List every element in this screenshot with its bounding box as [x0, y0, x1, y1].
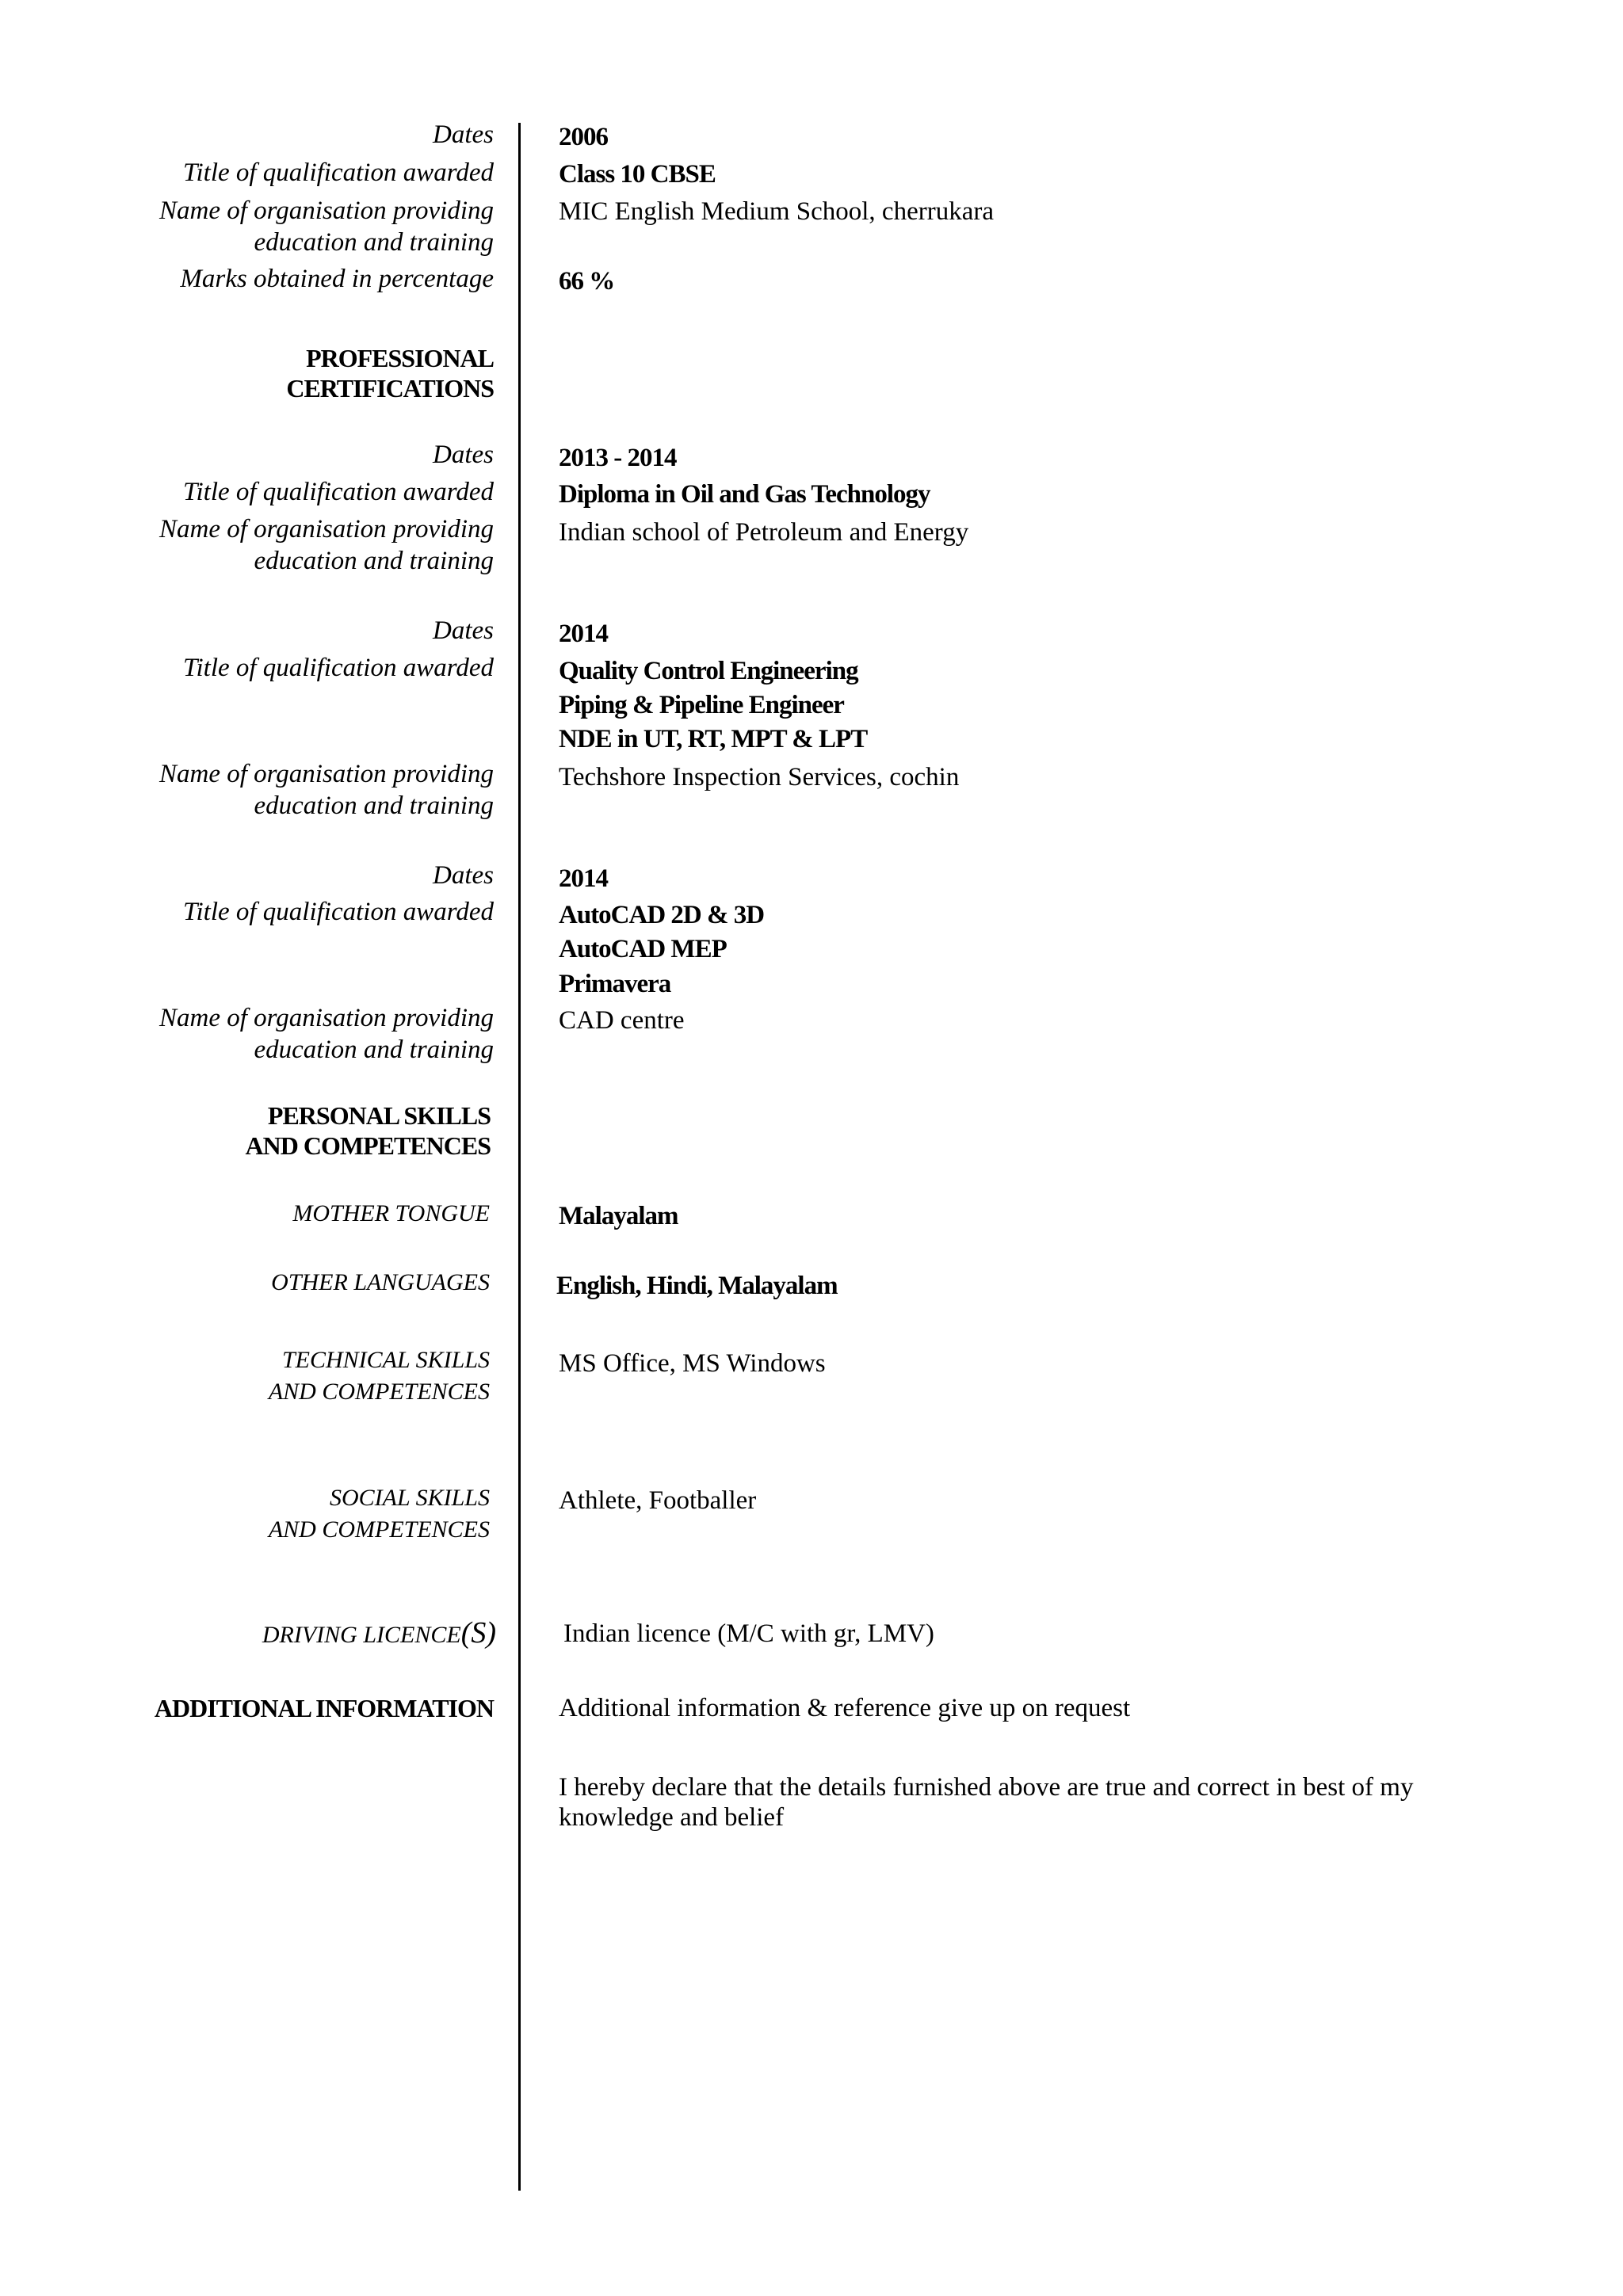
org-label-line1: Name of organisation providing	[159, 196, 494, 225]
cert1-org-label-line1: Name of organisation providing	[159, 515, 494, 543]
cert3-org-label-line2: education and training	[254, 1035, 494, 1064]
driving-licence-label	[262, 1617, 496, 1651]
cert3-title-label: Title of qualification awarded	[182, 898, 494, 926]
technical-skills-label-line1: TECHNICAL SKILLS	[281, 1347, 490, 1373]
cert1-title-value: Diploma in Oil and Gas Technology	[559, 480, 930, 509]
cert1-org-label-line2: education and training	[254, 547, 494, 575]
dates-label: Dates	[433, 120, 494, 149]
cert2-title-label: Title of qualification awarded	[182, 654, 494, 682]
section-heading-personal-skills: PERSONAL SKILLS	[267, 1101, 491, 1130]
social-skills-value: Athlete, Footballer	[559, 1486, 757, 1515]
cert2-org-label-line2: education and training	[254, 791, 494, 820]
org-value: MIC English Medium School, cherrukara	[559, 197, 994, 226]
cert1-title-label: Title of qualification awarded	[182, 478, 494, 506]
cert1-dates-value: 2013 - 2014	[559, 444, 677, 472]
other-languages-label: OTHER LANGUAGES	[271, 1269, 490, 1295]
social-skills-label-line1: SOCIAL SKILLS	[329, 1485, 490, 1511]
cert3-title-value-2: AutoCAD MEP	[559, 935, 727, 963]
cert3-title-value-3: Primavera	[559, 970, 671, 998]
declaration-text: I hereby declare that the details furnished above are true and correct in best of my knowledge and belief	[559, 1773, 1414, 1832]
driving-licence-label-suffix: (S)	[460, 1616, 496, 1650]
technical-skills-label-line2: AND COMPETENCES	[268, 1379, 490, 1405]
cert3-org-value: CAD centre	[559, 1006, 685, 1035]
cert2-title-value-2: Piping & Pipeline Engineer	[559, 691, 844, 719]
cert2-title-value-1: Quality Control Engineering	[559, 657, 858, 685]
column-divider	[518, 123, 521, 2191]
cert2-org-value: Techshore Inspection Services, cochin	[559, 763, 960, 791]
section-heading-certifications: CERTIFICATIONS	[286, 374, 494, 402]
cert2-dates-label: Dates	[433, 616, 494, 645]
org-label-line2: education and training	[254, 228, 494, 257]
marks-value: 66 %	[559, 267, 615, 296]
mother-tongue-value: Malayalam	[559, 1202, 678, 1230]
title-value: Class 10 CBSE	[559, 160, 716, 189]
marks-label: Marks obtained in percentage	[180, 265, 494, 293]
cert3-title-value-1: AutoCAD 2D & 3D	[559, 901, 765, 929]
title-label: Title of qualification awarded	[182, 158, 494, 187]
dates-value: 2006	[559, 123, 608, 151]
cert1-org-value: Indian school of Petroleum and Energy	[559, 518, 969, 547]
cert2-org-label-line1: Name of organisation providing	[159, 760, 494, 788]
mother-tongue-label: MOTHER TONGUE	[292, 1200, 490, 1226]
cert3-dates-label: Dates	[433, 861, 494, 890]
section-heading-professional: PROFESSIONAL	[306, 344, 494, 372]
cert3-dates-value: 2014	[559, 864, 608, 893]
cert2-dates-value: 2014	[559, 620, 608, 648]
driving-licence-label-main: DRIVING LICENCE	[262, 1622, 461, 1648]
cert3-org-label-line1: Name of organisation providing	[159, 1004, 494, 1032]
other-languages-value: English, Hindi, Malayalam	[556, 1272, 838, 1300]
technical-skills-value: MS Office, MS Windows	[559, 1349, 826, 1378]
additional-info-text: Additional information & reference give up on request	[559, 1694, 1131, 1722]
social-skills-label-line2: AND COMPETENCES	[268, 1516, 490, 1543]
section-heading-and-competences: AND COMPETENCES	[245, 1131, 491, 1160]
section-heading-additional-information: ADDITIONAL INFORMATION	[154, 1694, 494, 1722]
cert2-title-value-3: NDE in UT, RT, MPT & LPT	[559, 725, 868, 753]
driving-licence-value: Indian licence (M/C with gr, LMV)	[563, 1619, 934, 1648]
cert1-dates-label: Dates	[433, 441, 494, 469]
